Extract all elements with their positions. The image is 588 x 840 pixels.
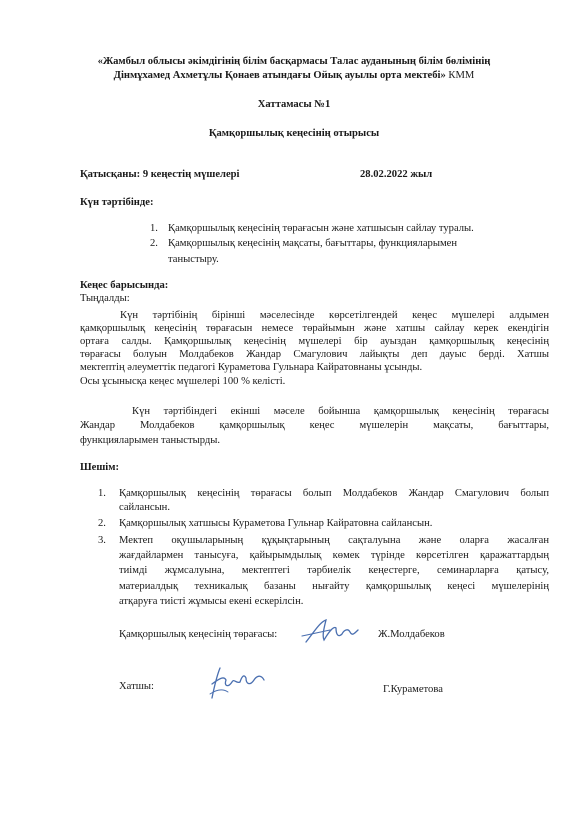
org-name-line2-tail: КММ (445, 70, 475, 81)
agenda-item-text: таныстыру. (168, 254, 219, 265)
decision-item-text: Қамқоршылық кеңесінің төрағасы болып Молдабеков Жандар Смагулович болып (119, 488, 549, 499)
attendees: Қатысқаны: 9 кеңестің мүшелері (80, 169, 240, 180)
decision-item-text: сайлансын. (119, 502, 170, 513)
decision-item-number: 3. (98, 535, 106, 546)
agenda-heading: Күн тәртібінде: (80, 197, 154, 208)
paragraph-line: төрағасы болуын Молдабеков Жандар Смагулович лайықты деп дауыс берді. Хатшы (80, 349, 549, 360)
meeting-title: Қамқоршылық кеңесінің отырысы (208, 128, 380, 139)
paragraph-line: Күн тәртібінің бірінші мәселесінде көрсетілгендей кеңес мүшелері алдымен (120, 310, 549, 321)
decision-item-text: материалдық техникалық базаны нығайту қамқоршылық кеңесі мүшелерінің (119, 581, 549, 592)
paragraph-line: қамқоршылық кеңесінің төрағасын немесе төрайымын және хатшы сайлау керек екендігін (80, 323, 549, 334)
paragraph-line: Жандар Молдабеков қамқоршылық кеңес мүшелерін мақсаты, бағыттары, (80, 420, 549, 431)
meeting-date: 28.02.2022 жыл (360, 169, 433, 180)
agenda-item-number: 1. (150, 223, 158, 234)
org-name-line2-bold: Дінмұхамед Ахметұлы Қонаев атындағы Ойық ауылы орта мектебі» (113, 70, 446, 81)
paragraph-line: Осы ұсынысқа кеңес мүшелері 100 % келісті. (80, 376, 286, 387)
proceedings-heading: Кеңес барысында: (80, 280, 169, 291)
decision-heading: Шешім: (80, 462, 119, 473)
paragraph-line: мектептің әлеуметтік педагогі Кураметова Гульнара Кайратовнаны ұсынды. (80, 362, 423, 373)
chair-label: Қамқоршылық кеңесінің төрағасы: (119, 629, 278, 640)
secretary-name: Г.Кураметова (383, 684, 443, 695)
agenda-item-text: Қамқоршылық кеңесінің мақсаты, бағыттары, функцияларымен (168, 238, 458, 249)
paragraph-line: ортаға салды. Қамқоршылық кеңесінің мүшелері бір ауыздан қамқоршылық кеңесінің (80, 336, 549, 347)
decision-item-number: 1. (98, 488, 106, 499)
secretary-label: Хатшы: (119, 681, 154, 692)
chair-signature (300, 614, 360, 648)
decision-item-text: Мектеп оқушыларының құқықтарының сақталуына және оларға жасалған (119, 535, 549, 546)
org-name-line1: «Жамбыл облысы әкімдігінің білім басқармасы Талас ауданының білім бөлімінің (97, 56, 491, 67)
org-name-line2 (0, 69, 588, 82)
decision-item-text: тиімді жұмсалуына, мектептегі тәрбиелік кеңестерге, семинарларға қатысу, (119, 565, 549, 576)
paragraph-line: Күн тәртібіндегі екінші мәселе бойынша қамқоршылық кеңесінің төрағасы (132, 406, 549, 417)
decision-item-text: Қамқоршылық хатшысы Кураметова Гульнар Кайратовна сайлансын. (119, 518, 433, 529)
agenda-item-text: Қамқоршылық кеңесінің төрағасын және хатшысын сайлау туралы. (168, 223, 474, 234)
decision-item-text: атқаруға тиісті жұмысы екені ескерілсін. (119, 596, 304, 607)
decision-item-number: 2. (98, 518, 106, 529)
secretary-signature (206, 664, 268, 702)
paragraph-line: функцияларымен таныстырды. (80, 435, 221, 446)
decision-item-text: жағдайлармен танысуға, қайырымдылық көмек түрінде көрсетілген қаражаттардың (119, 550, 549, 561)
chair-name: Ж.Молдабеков (378, 629, 445, 640)
agenda-item-number: 2. (150, 238, 158, 249)
protocol-title: Хаттамасы №1 (257, 99, 331, 110)
listened-label: Тыңдалды: (80, 293, 130, 304)
